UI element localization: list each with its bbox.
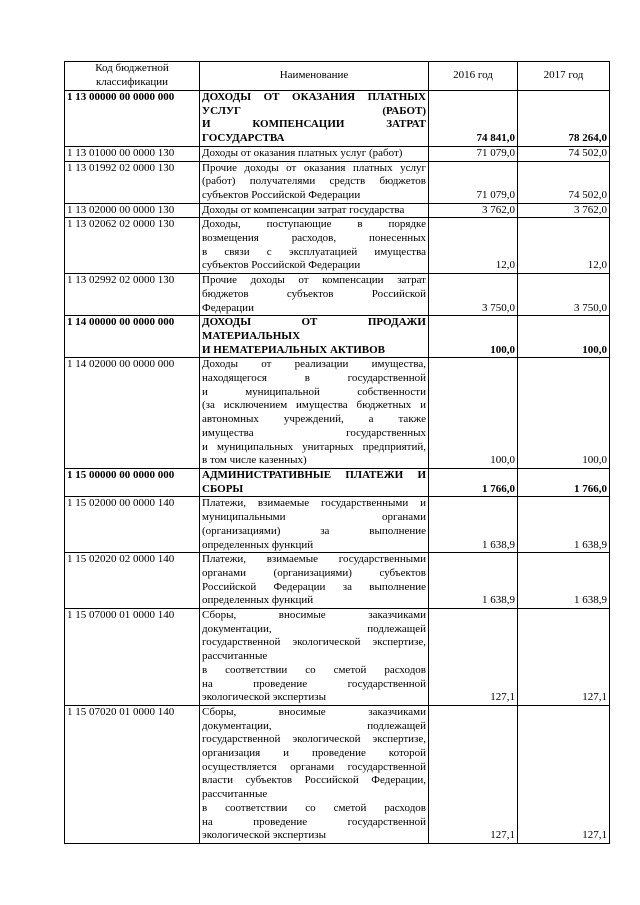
row-name-line: (работ) получателями средств бюджетов (202, 175, 426, 188)
row-name (200, 497, 429, 553)
row-code: 1 15 02020 02 0000 140 (65, 553, 200, 609)
row-name (200, 218, 429, 274)
row-name-line: находящегося в государственной (202, 372, 426, 385)
row-name-line: автономных учреждений, а также (202, 413, 426, 426)
row-name-line: Федерации (202, 301, 254, 314)
table-row (65, 91, 610, 147)
row-name-line: АДМИНИСТРАТИВНЫЕ ПЛАТЕЖИ И (202, 468, 426, 481)
row-code: 1 13 01992 02 0000 130 (65, 161, 200, 203)
row-name-line: имущества государственных (202, 426, 426, 439)
row-name-line: Платежи, взимаемые государственными (202, 553, 426, 566)
table-row (65, 497, 610, 553)
row-name-line: Прочие доходы от оказания платных услуг (202, 161, 426, 174)
table-row (65, 468, 610, 496)
table-row (65, 203, 610, 218)
row-code: 1 14 02000 00 0000 000 (65, 358, 200, 469)
row-code: 1 13 01000 00 0000 130 (65, 146, 200, 161)
row-name-line: возмещения расходов, понесенных (202, 232, 426, 245)
row-name (200, 274, 429, 316)
table-row (65, 316, 610, 358)
row-value-2016: 1 638,9 (429, 497, 518, 553)
table-row (65, 161, 610, 203)
row-value-2016: 100,0 (429, 358, 518, 469)
row-name-line: и муниципальных унитарных предприятий, (202, 440, 426, 453)
row-name-line: государственной экологической экспертизе, (202, 733, 426, 746)
row-name-line: Доходы от компенсации затрат государства (202, 203, 405, 216)
row-name-line: на проведение государственной (202, 815, 426, 828)
row-name-line: рассчитанные (202, 788, 268, 801)
row-name-line: государственной экологической экспертизе, (202, 636, 426, 649)
header-2016: 2016 год (429, 62, 518, 91)
row-name-line: субъектов Российской Федерации (202, 259, 361, 272)
row-value-2017: 127,1 (518, 705, 610, 843)
row-name-line: организация и проведение которой (202, 747, 426, 760)
row-code: 1 15 07000 01 0000 140 (65, 609, 200, 706)
row-code: 1 14 00000 00 0000 000 (65, 316, 200, 358)
row-name-line: И КОМПЕНСАЦИИ ЗАТРАТ (202, 118, 426, 131)
row-value-2016: 71 079,0 (429, 161, 518, 203)
row-name (200, 161, 429, 203)
row-value-2017: 12,0 (518, 218, 610, 274)
row-value-2016: 127,1 (429, 609, 518, 706)
row-value-2017: 127,1 (518, 609, 610, 706)
row-value-2017: 1 638,9 (518, 553, 610, 609)
row-name-line: ГОСУДАРСТВА (202, 132, 285, 145)
row-name-line: Прочие доходы от компенсации затрат (202, 274, 426, 287)
row-value-2017: 3 750,0 (518, 274, 610, 316)
row-name-line: документации, подлежащей (202, 622, 426, 635)
row-name-line: (за исключением имущества бюджетных и (202, 399, 426, 412)
row-name-line: ДОХОДЫ ОТ ПРОДАЖИ (202, 316, 426, 329)
row-value-2017: 1 638,9 (518, 497, 610, 553)
row-code: 1 13 02992 02 0000 130 (65, 274, 200, 316)
row-name-line: Российской Федерации за выполнение (202, 580, 426, 593)
row-code: 1 15 07020 01 0000 140 (65, 705, 200, 843)
row-name-line: субъектов Российской Федерации (202, 188, 361, 201)
row-value-2016: 3 750,0 (429, 274, 518, 316)
row-name-line: в соответствии со сметой расходов (202, 801, 426, 814)
table-row (65, 274, 610, 316)
row-name (200, 203, 429, 218)
row-value-2016: 12,0 (429, 218, 518, 274)
row-value-2016: 3 762,0 (429, 203, 518, 218)
row-name-line: в том числе казенных) (202, 454, 307, 467)
row-name-line: документации, подлежащей (202, 719, 426, 732)
row-name (200, 468, 429, 496)
table-row (65, 358, 610, 469)
row-code: 1 13 02062 02 0000 130 (65, 218, 200, 274)
row-code: 1 15 02000 00 0000 140 (65, 497, 200, 553)
row-name-line: определенных функций (202, 538, 314, 551)
row-name-line: МАТЕРИАЛЬНЫХ (202, 329, 301, 342)
row-name-line: Сборы, вносимые заказчиками (202, 609, 426, 622)
row-name-line: в связи с эксплуатацией имущества (202, 245, 426, 258)
row-value-2016: 1 638,9 (429, 553, 518, 609)
row-name-line: (организациями) за выполнение (202, 524, 426, 537)
row-name-line: СБОРЫ (202, 482, 244, 495)
row-name-line: на проведение государственной (202, 677, 426, 690)
table-row (65, 705, 610, 843)
row-name-line: Сборы, вносимые заказчиками (202, 705, 426, 718)
row-code: 1 13 00000 00 0000 000 (65, 91, 200, 147)
row-name-line: ДОХОДЫ ОТ ОКАЗАНИЯ ПЛАТНЫХ (202, 91, 426, 103)
row-value-2017: 1 766,0 (518, 468, 610, 496)
row-name-line: Доходы, поступающие в порядке (202, 218, 426, 231)
row-name-line: определенных функций (202, 594, 314, 607)
row-name (200, 609, 429, 706)
row-name-line: осуществляется органами государственной (202, 760, 426, 773)
row-name-line: Доходы от реализации имущества, (202, 358, 426, 371)
row-value-2017: 74 502,0 (518, 161, 610, 203)
row-name (200, 146, 429, 161)
budget-revenue-table (64, 61, 610, 844)
row-name (200, 705, 429, 843)
row-name-line: муниципальными органами (202, 511, 426, 524)
row-value-2016: 74 841,0 (429, 91, 518, 147)
row-name-line: экологической экспертизы (202, 829, 326, 842)
row-value-2017: 78 264,0 (518, 91, 610, 147)
row-name-line: органами (организациями) субъектов (202, 566, 426, 579)
row-name-line: И НЕМАТЕРИАЛЬНЫХ АКТИВОВ (202, 343, 386, 356)
row-value-2016: 127,1 (429, 705, 518, 843)
row-name (200, 358, 429, 469)
row-name-line: Платежи, взимаемые государственными и (202, 497, 426, 510)
row-name-line: экологической экспертизы (202, 691, 326, 704)
row-name-line: и муниципальной собственности (202, 385, 426, 398)
row-value-2017: 100,0 (518, 358, 610, 469)
row-name (200, 553, 429, 609)
row-value-2016: 71 079,0 (429, 146, 518, 161)
table-row (65, 609, 610, 706)
row-value-2016: 100,0 (429, 316, 518, 358)
table-row (65, 553, 610, 609)
row-code: 1 13 02000 00 0000 130 (65, 203, 200, 218)
row-value-2016: 1 766,0 (429, 468, 518, 496)
row-name-line: Доходы от оказания платных услуг (работ) (202, 146, 403, 159)
row-name-line: бюджетов субъектов Российской (202, 287, 426, 300)
row-value-2017: 74 502,0 (518, 146, 610, 161)
row-name (200, 91, 429, 147)
header-2017: 2017 год (518, 62, 610, 91)
row-name-line: УСЛУГ (РАБОТ) (202, 104, 426, 117)
row-name-line: рассчитанные (202, 650, 268, 663)
row-name-line: власти субъектов Российской Федерации, (202, 774, 426, 787)
row-name (200, 316, 429, 358)
row-name-line: в соответствии со сметой расходов (202, 663, 426, 676)
table-row (65, 218, 610, 274)
row-value-2017: 100,0 (518, 316, 610, 358)
table-row (65, 146, 610, 161)
header-name: Наименование (200, 62, 429, 91)
table-header-row (65, 62, 610, 91)
row-value-2017: 3 762,0 (518, 203, 610, 218)
header-code: Код бюджетной классификации (65, 62, 200, 91)
row-code: 1 15 00000 00 0000 000 (65, 468, 200, 496)
